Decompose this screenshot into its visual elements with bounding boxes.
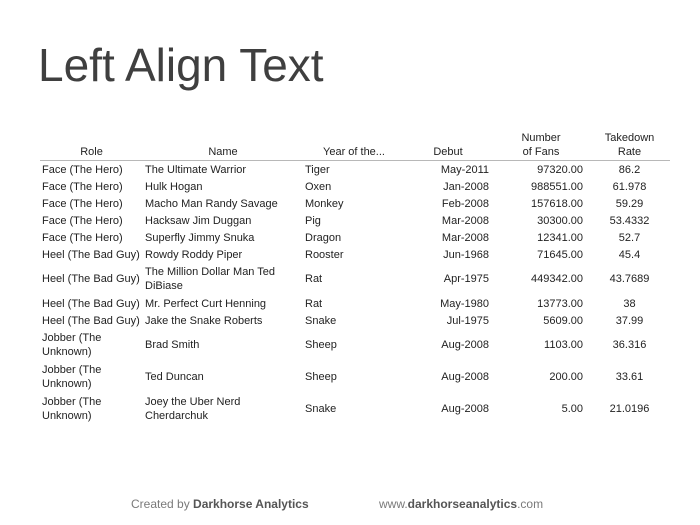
cell-fans: 71645.00 [537,248,583,261]
cell-rate: 86.2 [618,163,641,176]
cell-year: Rat [305,273,323,285]
column-header-rate [589,131,670,161]
cell-fans: 157618.00 [531,197,583,210]
cell-rate: 61.978 [612,180,647,193]
cell-fans: 1103.00 [544,339,583,351]
cell-role: Jobber (The Unknown) [42,364,102,390]
cell-rate: 53.4332 [609,214,650,227]
footer-url-prefix: www. [379,497,408,511]
cell-role: Face (The Hero) [42,163,123,176]
cell-name: The Ultimate Warrior [145,163,247,176]
cell-fans: 97320.00 [537,163,583,176]
cell-fans: 12341.00 [537,231,583,244]
table-row [40,295,670,312]
cell-rate: 43.7689 [609,273,650,285]
cell-debut: Apr-1975 [443,273,489,285]
cell-year: Tiger [305,163,330,176]
cell-year: Snake [305,314,337,327]
cell-year: Sheep [305,339,337,351]
cell-name: Hacksaw Jim Duggan [145,214,252,227]
cell-name: Superfly Jimmy Snuka [145,231,255,244]
cell-year: Pig [305,214,321,227]
cell-fans: 5609.00 [543,314,583,327]
cell-name: Ted Duncan [145,371,204,383]
cell-rate: 21.0196 [609,403,650,415]
table-row [40,393,670,425]
column-header-rate-line2: Rate [617,146,642,158]
cell-debut: Aug-2008 [441,371,489,383]
cell-debut: Jan-2008 [443,180,489,193]
cell-role: Face (The Hero) [42,180,123,193]
column-header-role: Role [40,131,143,161]
cell-rate: 59.29 [615,197,644,210]
table-row [40,161,670,179]
cell-fans: 13773.00 [537,297,583,310]
cell-debut: May-2011 [440,163,489,176]
table-row [40,361,670,393]
footer-credit-prefix: Created by [131,497,190,511]
cell-debut: Mar-2008 [441,214,489,227]
cell-debut: Aug-2008 [441,403,489,415]
table-row [40,195,670,212]
table-row [40,212,670,229]
cell-year: Oxen [305,180,332,193]
cell-role: Jobber (The Unknown) [42,396,102,422]
cell-fans: 30300.00 [537,214,583,227]
cell-name: The Million Dollar Man Ted DiBiase [145,266,276,292]
cell-year: Snake [305,403,337,415]
column-header-year: Year of the... [303,131,405,161]
table-header-row [40,131,670,161]
page-title: Left Align Text [38,39,324,91]
cell-role: Face (The Hero) [42,214,123,227]
cell-year: Dragon [305,231,342,244]
column-header-rate-line1: Takedown [604,132,655,144]
cell-debut: Jun-1968 [443,248,489,261]
cell-role: Heel (The Bad Guy) [42,297,140,310]
footer-credit [131,497,309,511]
cell-debut: Aug-2008 [441,339,489,351]
cell-role: Jobber (The Unknown) [42,332,102,358]
cell-name: Rowdy Roddy Piper [145,248,243,261]
footer-url-brand: darkhorseanalytics [407,497,518,511]
table-row [40,246,670,263]
column-header-name: Name [143,131,303,161]
footer-credit-brand: Darkhorse Analytics [193,497,309,511]
cell-debut: Mar-2008 [441,231,489,244]
cell-role: Heel (The Bad Guy) [42,314,140,327]
cell-rate: 37.99 [615,314,644,327]
cell-role: Heel (The Bad Guy) [42,273,140,285]
cell-debut: Jul-1975 [446,314,489,327]
cell-year: Rat [305,297,323,310]
column-header-fans-line2: of Fans [522,146,560,158]
column-header-debut: Debut [405,131,497,161]
cell-fans: 988551.00 [531,180,583,193]
cell-rate: 33.61 [615,371,644,383]
cell-rate: 52.7 [618,231,641,244]
cell-role: Face (The Hero) [42,197,123,210]
cell-rate: 45.4 [618,248,641,261]
column-header-fans [497,131,589,161]
cell-debut: May-1980 [440,297,489,310]
cell-year: Sheep [305,371,337,383]
cell-year: Rooster [305,248,344,261]
table-row [40,229,670,246]
table-row [40,178,670,195]
table-row [40,263,670,295]
footer-url[interactable] [379,497,543,511]
cell-role: Face (The Hero) [42,231,123,244]
cell-year: Monkey [305,197,344,210]
footer-url-suffix: .com [517,497,544,511]
table-row [40,329,670,361]
cell-name: Joey the Uber Nerd Cherdarchuk [145,396,241,422]
cell-rate: 38 [623,297,636,310]
cell-name: Brad Smith [145,339,200,351]
cell-debut: Feb-2008 [441,197,489,210]
cell-fans: 200.00 [549,371,583,383]
cell-name: Mr. Perfect Curt Henning [145,297,267,310]
table-row [40,312,670,329]
cell-fans: 5.00 [561,403,583,415]
cell-name: Jake the Snake Roberts [145,314,263,327]
wrestler-table [40,131,670,425]
cell-name: Macho Man Randy Savage [145,197,278,210]
cell-role: Heel (The Bad Guy) [42,248,140,261]
cell-fans: 449342.00 [531,273,583,285]
cell-rate: 36.316 [612,339,647,351]
column-header-fans-line1: Number [521,132,561,144]
cell-name: Hulk Hogan [145,180,203,193]
